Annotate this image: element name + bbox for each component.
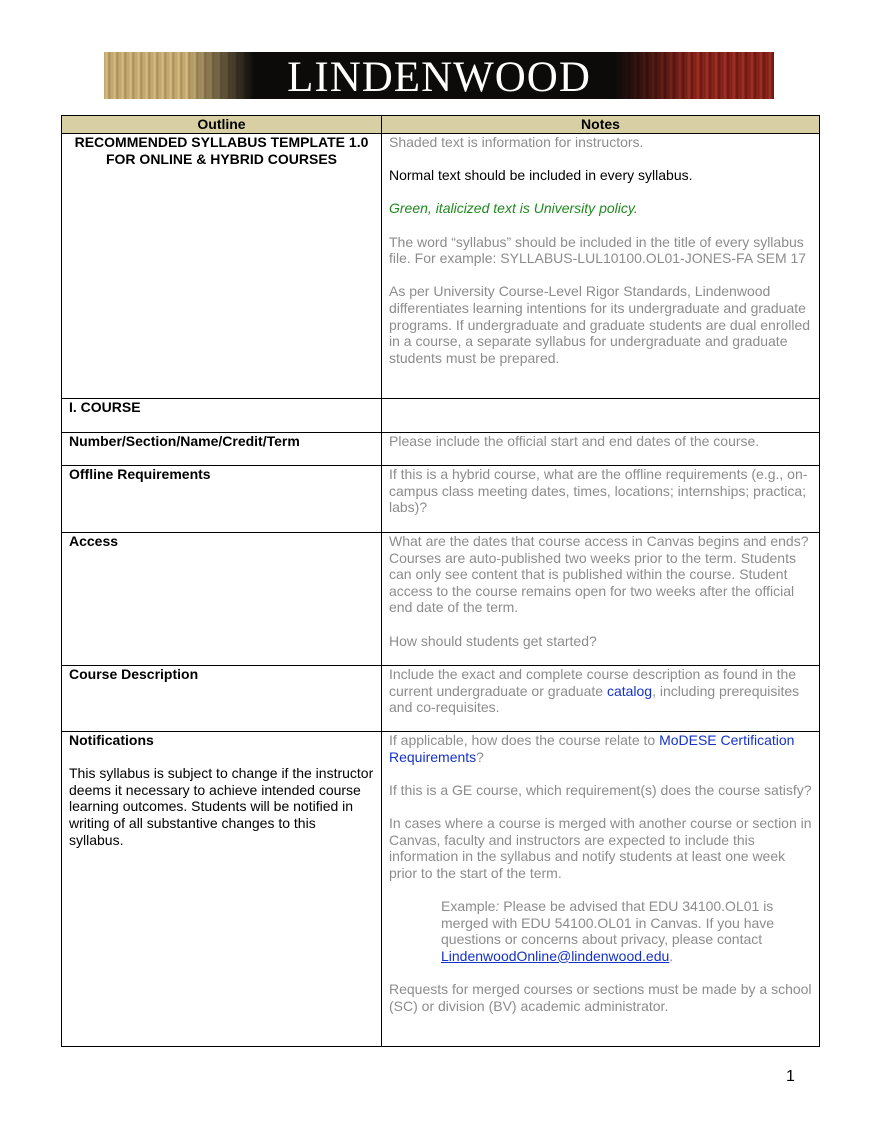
notifications-cell: [62, 732, 382, 1047]
notifications-label: Notifications: [69, 732, 154, 748]
intro-notes: [382, 134, 820, 399]
shaded-note: Shaded text is information for instructors.: [389, 134, 644, 150]
notifications-body: This syllabus is subject to change if the instructor deems it necessary to achieve intended course learning outcomes. Students will be notified in writing of all substantive changes to this syllabus.: [69, 765, 374, 848]
table-row: [62, 134, 820, 399]
description-note: Include the exact and complete course description as found in the current undergraduate or graduate catalog, including prerequisites and co-requisites.: [382, 666, 820, 732]
notes-header: Notes: [382, 116, 820, 134]
access-label: Access: [62, 533, 382, 666]
table-header-row: [62, 116, 820, 134]
number-label: Number/Section/Name/Credit/Term: [62, 433, 382, 466]
access-notes: What are the dates that course access in Canvas begins and ends? Courses are auto-published two weeks prior to the term. Students can only see content that is published within the course. Student access to the course remains open for two weeks after the official end date of the term. How should students get started?: [382, 533, 820, 666]
syllabus-table: [61, 115, 820, 1047]
offline-label: Offline Requirements: [62, 466, 382, 533]
number-note: Please include the official start and end dates of the course.: [382, 433, 820, 466]
template-title: RECOMMENDED SYLLABUS TEMPLATE 1.0 FOR ONLINE & HYBRID COURSES: [62, 134, 382, 399]
catalog-link[interactable]: catalog: [606, 682, 653, 699]
table-row: [62, 466, 820, 533]
requests-note: Requests for merged courses or sections must be made by a school (SC) or division (BV) academic administrator.: [389, 980, 812, 1014]
table-row: [62, 732, 820, 1047]
rigor-note: As per University Course-Level Rigor Standards, Lindenwood differentiates learning intentions for its undergraduate and graduate programs. If undergraduate and graduate students are dual enrolled in a course, a separate syllabus for undergraduate and graduate students must be prepared.: [389, 283, 811, 366]
table-row: [62, 399, 820, 433]
page-number: 1: [786, 1068, 795, 1085]
normal-note: Normal text should be included in every syllabus.: [389, 167, 693, 184]
modese-note: If applicable, how does the course relate to MoDESE Certification Requirements?: [389, 732, 795, 765]
lindenwood-online-email-link[interactable]: LindenwoodOnline@lindenwood.edu: [441, 947, 670, 964]
course-section-label: I. COURSE: [62, 399, 382, 433]
offline-note: If this is a hybrid course, what are the offline requirements (e.g., on-campus class meeting dates, times, locations; internships; practica; labs)?: [382, 466, 820, 533]
lindenwood-logo-text: LINDENWOOD: [287, 54, 591, 99]
syllabus-word-note: The word “syllabus” should be included in the title of every syllabus file. For example: SYLLABUS-LUL10100.OL01-JONES-FA SEM 17: [389, 233, 807, 267]
merged-example: Example: Please be advised that EDU 34100.OL01 is merged with EDU 54100.OL01 in Canvas. If you have questions or concerns about privacy, please contact LindenwoodOnline@lindenwood.edu.: [441, 897, 775, 964]
ge-note: If this is a GE course, which requirement(s) does the course satisfy?: [389, 781, 812, 798]
outline-header: Outline: [62, 116, 382, 134]
table-row: [62, 433, 820, 466]
notifications-notes: [382, 732, 820, 1047]
policy-note: Green, italicized text is University policy.: [389, 200, 638, 217]
description-label: Course Description: [62, 666, 382, 732]
table-row: [62, 533, 820, 666]
lindenwood-banner: [104, 52, 774, 99]
modese-link[interactable]: MoDESE Certification Requirements: [389, 732, 795, 765]
merged-note: In cases where a course is merged with another course or section in Canvas, faculty and instructors are expected to include this information in the syllabus and notify students at least one week prior to the start of the term.: [389, 814, 812, 881]
table-row: [62, 666, 820, 732]
